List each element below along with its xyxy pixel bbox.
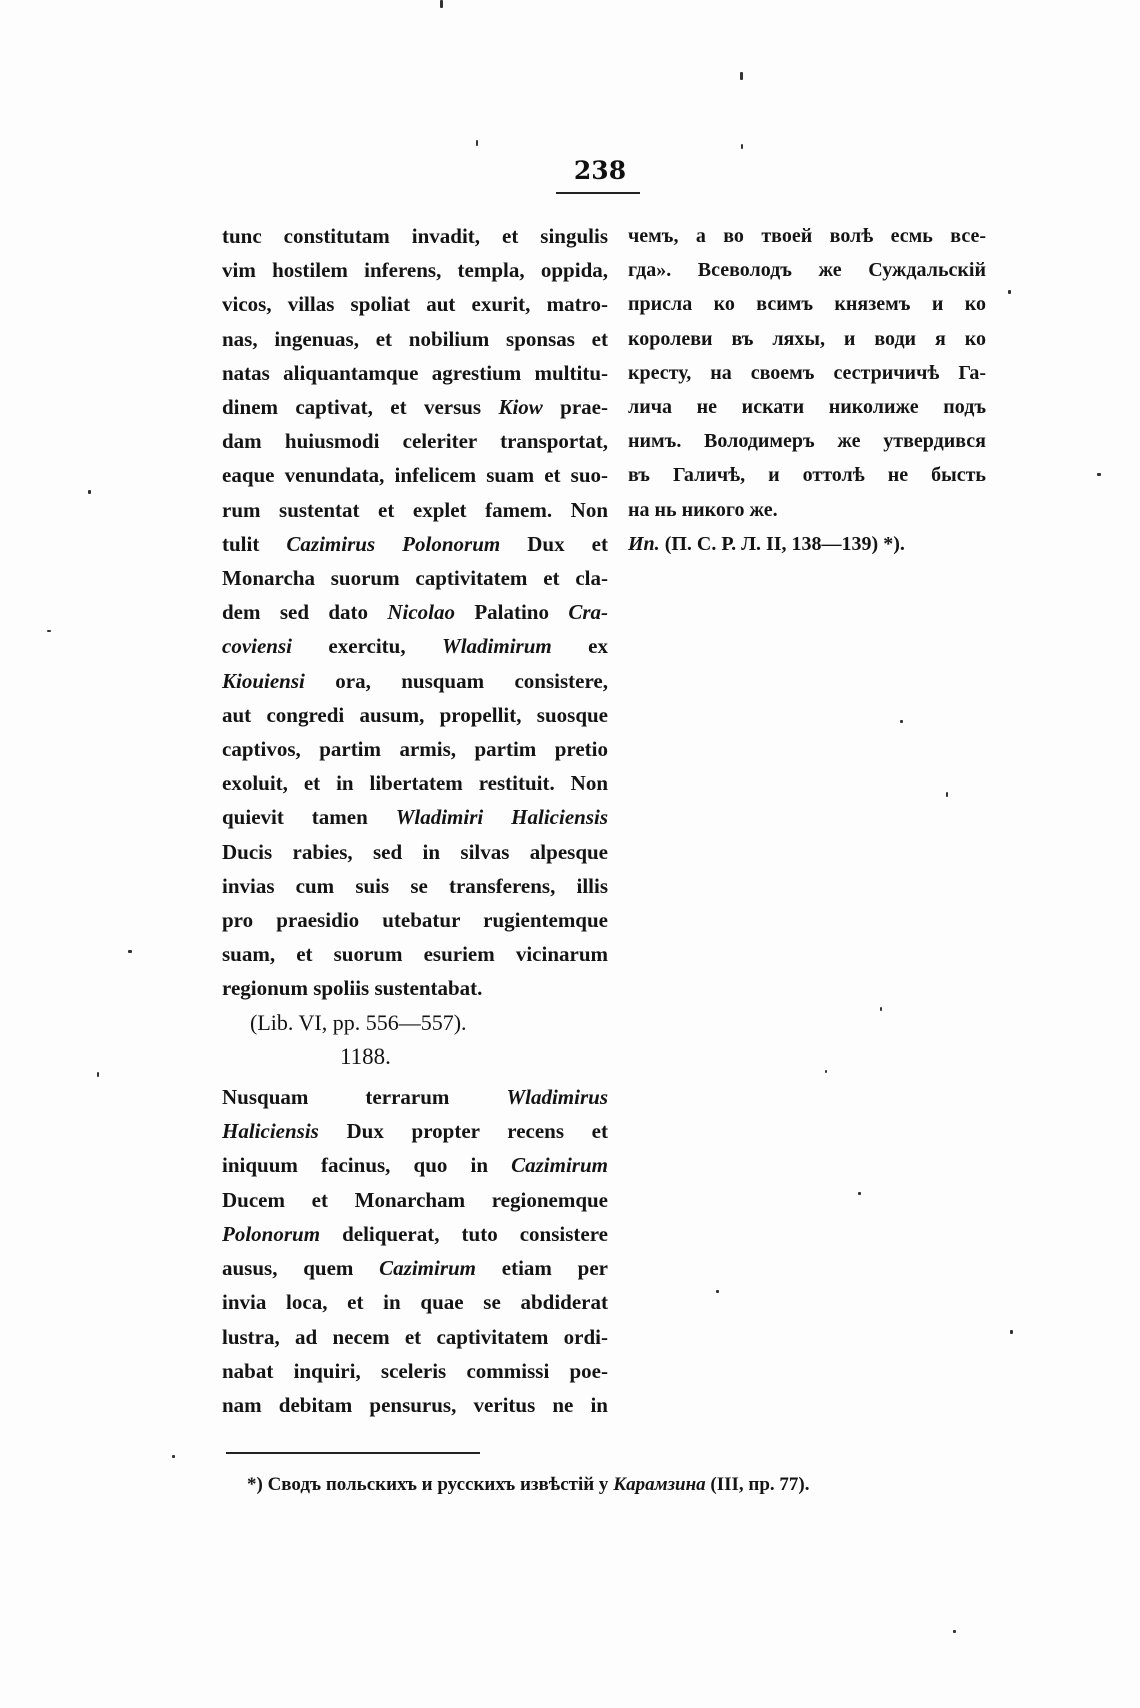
- latin-line: [222, 971, 608, 1005]
- latin-line: [222, 561, 608, 595]
- latin-line: [222, 903, 608, 937]
- footnote-suffix: (III, пр. 77).: [705, 1474, 810, 1495]
- latin-line: [222, 322, 608, 356]
- latin-line: [222, 937, 608, 971]
- latin-column: [222, 219, 608, 1422]
- scan-speck: [858, 1192, 861, 1195]
- chronicle-line: [628, 356, 986, 390]
- scan-speck: [88, 490, 91, 494]
- latin-line: [222, 698, 608, 732]
- scan-speck: [946, 792, 948, 797]
- scan-speck: [1010, 1330, 1013, 1334]
- footnote-rule: [226, 1452, 480, 1454]
- latin-line: [222, 1114, 608, 1148]
- scan-speck: [128, 950, 132, 953]
- text-run: natas aliquantamque agrestium multitu-: [222, 360, 608, 385]
- italic-name: Ип.: [628, 532, 660, 555]
- italic-name: Cazimirum: [379, 1256, 477, 1281]
- page-number: 238: [573, 156, 627, 185]
- text-run: nabat inquiri, sceleris commissi poe-: [222, 1358, 608, 1383]
- text-run: Dux et: [500, 531, 608, 556]
- text-run: exoluit, et in libertatem restituit. Non: [222, 771, 608, 796]
- text-run: pro praesidio utebatur rugientemque: [222, 908, 608, 933]
- latin-line: [222, 800, 608, 834]
- scan-speck: [1097, 473, 1101, 476]
- text-run: Monarcha suorum captivitatem et cla-: [222, 566, 608, 591]
- text-run: Dux propter recens et: [318, 1119, 608, 1144]
- chronicle-line: [628, 493, 986, 527]
- text-run: чемъ, а во твоей волѣ есмь все-: [628, 225, 986, 247]
- latin-line: [222, 1320, 608, 1354]
- chronicle-text-block: [628, 219, 986, 561]
- chronicle-line: [628, 458, 986, 492]
- citation-line: (Lib. VI, pp. 556—557).: [250, 1009, 467, 1035]
- header-rule: [556, 192, 640, 194]
- latin-line: [222, 629, 608, 663]
- italic-name: Cazimirus Polonorum: [286, 531, 501, 556]
- latin-line: [222, 287, 608, 321]
- text-run: въ Галичѣ, и оттолѣ не бысть: [628, 464, 986, 487]
- text-run: etiam per: [476, 1256, 608, 1281]
- latin-line: [222, 253, 608, 287]
- latin-line: [222, 869, 608, 903]
- latin-line: [222, 1183, 608, 1217]
- chronicle-line: [628, 527, 986, 561]
- text-run: (П. С. Р. Л. II, 138—139) *).: [659, 532, 905, 555]
- latin-line: [222, 356, 608, 390]
- text-run: invias cum suis se transferens, illis: [222, 873, 608, 898]
- italic-name: Wladimiri Haliciensis: [395, 805, 608, 830]
- text-run: nam debitam pensurus, veritus ne in: [222, 1392, 608, 1417]
- italic-name: coviensi: [222, 634, 292, 659]
- text-run: invia loca, et in quae se abdiderat: [222, 1290, 608, 1315]
- text-run: Palatino: [454, 600, 569, 625]
- text-run: королеви въ ляхы, и води я ко: [628, 327, 986, 350]
- text-run: dam huiusmodi celeriter transportat,: [222, 429, 608, 454]
- scan-speck: [825, 1070, 827, 1073]
- scan-speck: [476, 140, 478, 146]
- latin-line: [222, 424, 608, 458]
- scan-speck: [1008, 290, 1011, 294]
- scan-speck: [953, 1630, 956, 1633]
- text-run: dem sed dato: [222, 600, 388, 625]
- text-run: rum sustentat et explet famem. Non: [222, 497, 608, 522]
- text-run: nas, ingenuas, et nobilium sponsas et: [222, 326, 608, 351]
- scan-speck: [880, 1007, 882, 1011]
- italic-name: Polonorum: [222, 1221, 321, 1246]
- text-run: regionum spoliis sustentabat.: [222, 976, 483, 1001]
- latin-line: [222, 1285, 608, 1319]
- text-run: iniquum facinus, quo in: [222, 1153, 512, 1178]
- latin-line: [222, 527, 608, 561]
- scan-speck: [172, 1455, 175, 1458]
- latin-line: [222, 835, 608, 869]
- text-run: Ducem et Monarcham regionemque: [222, 1187, 608, 1212]
- latin-line: [222, 1148, 608, 1182]
- chronicle-column: [628, 219, 986, 561]
- latin-line: [222, 1354, 608, 1388]
- italic-name: Wladimirus: [506, 1085, 608, 1110]
- scan-speck: [97, 1072, 99, 1077]
- chronicle-line: [628, 253, 986, 287]
- latin-line: [222, 458, 608, 492]
- text-run: ora, nusquam consistere,: [304, 668, 608, 693]
- year-heading: 1188.: [340, 1043, 391, 1069]
- italic-name: Cazimirum: [511, 1153, 608, 1178]
- text-run: deliquerat, tuto consistere: [320, 1221, 608, 1246]
- text-run: Ducis rabies, sed in silvas alpesque: [222, 839, 608, 864]
- scan-speck: [740, 72, 743, 80]
- chronicle-line: [628, 219, 986, 253]
- scan-speck: [716, 1290, 719, 1293]
- chronicle-line: [628, 390, 986, 424]
- scan-speck: [440, 0, 443, 8]
- text-run: prae-: [542, 395, 608, 420]
- latin-line: [222, 1388, 608, 1422]
- italic-name: Nicolao: [387, 600, 455, 625]
- footnote-prefix: *) Сводъ польскихъ и русскихъ извѣстій у: [247, 1474, 614, 1495]
- text-run: на нь никого же.: [628, 498, 778, 521]
- text-run: dinem captivat, et versus: [222, 395, 499, 420]
- chronicle-line: [628, 287, 986, 321]
- italic-name: Wladimirum: [442, 634, 552, 659]
- latin-line: [222, 390, 608, 424]
- text-run: vim hostilem inferens, templa, oppida,: [222, 258, 608, 283]
- text-run: lustra, ad necem et captivitatem ordi-: [222, 1324, 608, 1349]
- latin-line: [222, 732, 608, 766]
- text-run: tunc constitutam invadit, et singulis: [222, 224, 608, 248]
- italic-name: Cra-: [568, 600, 608, 625]
- latin-text-block-1: [222, 219, 608, 1006]
- text-run: captivos, partim armis, partim pretio: [222, 737, 608, 762]
- text-run: quievit tamen: [222, 805, 396, 830]
- chronicle-line: [628, 322, 986, 356]
- text-run: кресту, на своемъ сестричичѣ Га-: [628, 361, 986, 384]
- text-run: vicos, villas spoliat aut exurit, matro-: [222, 292, 608, 317]
- text-run: suam, et suorum esuriem vicinarum: [222, 942, 608, 967]
- text-run: лича не искати николиже подъ: [628, 396, 986, 419]
- text-run: tulit: [222, 531, 287, 556]
- italic-name: Kiouiensi: [222, 668, 305, 693]
- footnote: [247, 1474, 947, 1496]
- text-run: exercitu,: [291, 634, 443, 659]
- text-run: нимъ. Володимеръ же утвердився: [628, 430, 986, 453]
- text-run: гда». Всеволодъ же Суждальскій: [628, 259, 986, 282]
- scan-speck: [47, 630, 51, 632]
- text-run: Nusquam terrarum: [222, 1085, 507, 1110]
- text-run: ex: [551, 634, 608, 659]
- text-run: ausus, quem: [222, 1256, 380, 1281]
- scan-speck: [900, 720, 903, 723]
- latin-line: [222, 595, 608, 629]
- italic-name: Kiow: [498, 395, 543, 420]
- latin-line: [222, 493, 608, 527]
- latin-line: [222, 1080, 608, 1114]
- text-run: aut congredi ausum, propellit, suosque: [222, 702, 608, 727]
- scan-speck: [741, 144, 743, 149]
- latin-line: [222, 1251, 608, 1285]
- latin-line: [222, 219, 608, 253]
- text-run: присла ко всимъ княземъ и ко: [628, 293, 986, 316]
- chronicle-line: [628, 424, 986, 458]
- italic-name: Haliciensis: [222, 1119, 319, 1144]
- latin-line: [222, 664, 608, 698]
- text-run: eaque venundata, infelicem suam et suo-: [222, 463, 608, 488]
- latin-text-block-2: [222, 1080, 608, 1422]
- latin-line: [222, 1217, 608, 1251]
- footnote-author: Карамзина: [613, 1474, 706, 1495]
- latin-line: [222, 766, 608, 800]
